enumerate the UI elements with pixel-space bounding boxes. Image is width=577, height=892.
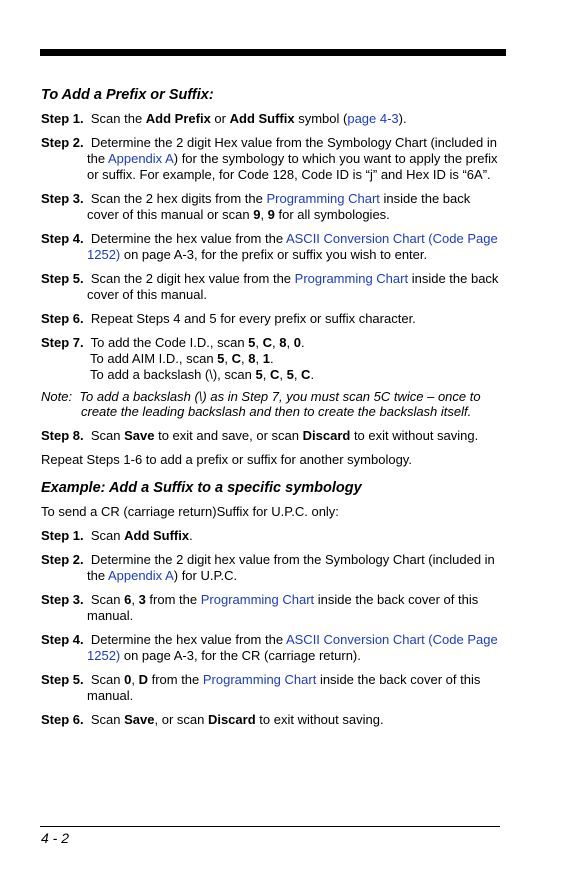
page-4-3-link[interactable]: page 4-3	[347, 111, 399, 126]
header-rule	[40, 49, 506, 56]
programming-chart-link[interactable]: Programming Chart	[294, 271, 409, 286]
example-step-3: Step 3. Scan 6, 3 from the Programming Chart inside the back cover of this manual.	[41, 592, 479, 623]
step-7-aim-line: To add AIM I.D., scan 5, C, 8, 1.	[90, 351, 274, 366]
section-heading-prefix-suffix: To Add a Prefix or Suffix:	[41, 87, 214, 103]
example-intro: To send a CR (carriage return)Suffix for U.P.C. only:	[41, 504, 339, 519]
step-8: Step 8. Scan Save to exit and save, or scan Discard to exit without saving.	[41, 428, 479, 443]
example-step-1: Step 1. Scan Add Suffix.	[41, 528, 193, 543]
ascii-chart-link[interactable]: ASCII Conversion Chart (Code Page 1252)	[87, 632, 498, 663]
note: Note: To add a backslash (\) as in Step 7, you must scan 5C twice – once to create the leading backslash and then to create the backslash itself.	[41, 389, 481, 419]
programming-chart-link[interactable]: Programming Chart	[202, 672, 317, 687]
step-7: Step 7. To add the Code I.D., scan 5, C, 8, 0. To add AIM I.D., scan 5, C, 8, 1. To add a backslash (\), scan 5, C, 5, C.	[41, 335, 501, 383]
example-step-4: Step 4. Determine the hex value from the ASCII Conversion Chart (Code Page 1252) on page A-3, for the CR (carriage return).	[41, 632, 498, 663]
repeat-instruction: Repeat Steps 1-6 to add a prefix or suffix for another symbology.	[41, 452, 412, 467]
page-content	[41, 85, 501, 736]
page-number: 4 - 2	[41, 830, 70, 846]
step-4: Step 4. Determine the hex value from the ASCII Conversion Chart (Code Page 1252) on page A-3, for the prefix or suffix you wish to enter.	[41, 231, 498, 262]
example-step-2: Step 2. Determine the 2 digit hex value from the Symbology Chart (included in the Appendix A) for U.P.C.	[41, 552, 495, 583]
appendix-a-link[interactable]: Appendix A	[107, 151, 174, 166]
example-step-6: Step 6. Scan Save, or scan Discard to exit without saving.	[41, 712, 384, 727]
step-1: Step 1. Scan the Add Prefix or Add Suffix symbol (page 4-3).	[41, 111, 407, 126]
step-3: Step 3. Scan the 2 hex digits from the Programming Chart inside the back cover of this manual or scan 9, 9 for all symbologies.	[41, 191, 471, 222]
programming-chart-link[interactable]: Programming Chart	[200, 592, 315, 607]
step-2: Step 2. Determine the 2 digit Hex value from the Symbology Chart (included in the Appendix A) for the symbology to which you want to apply the prefix or suffix. For example, for Code 128, Code ID is “j” and Hex ID is “6A”.	[41, 135, 498, 182]
ascii-chart-link[interactable]: ASCII Conversion Chart (Code Page 1252)	[87, 231, 498, 262]
section-heading-example: Example: Add a Suffix to a specific symbology	[41, 480, 362, 496]
step-5: Step 5. Scan the 2 digit hex value from the Programming Chart inside the back cover of this manual.	[41, 271, 499, 302]
footer-rule	[40, 826, 500, 827]
step-6: Step 6. Repeat Steps 4 and 5 for every prefix or suffix character.	[41, 311, 416, 326]
appendix-a-link[interactable]: Appendix A	[107, 568, 174, 583]
programming-chart-link[interactable]: Programming Chart	[266, 191, 380, 206]
step-7-backslash-line: To add a backslash (\), scan 5, C, 5, C.	[90, 367, 315, 382]
example-step-5: Step 5. Scan 0, D from the Programming Chart inside the back cover of this manual.	[41, 672, 481, 703]
